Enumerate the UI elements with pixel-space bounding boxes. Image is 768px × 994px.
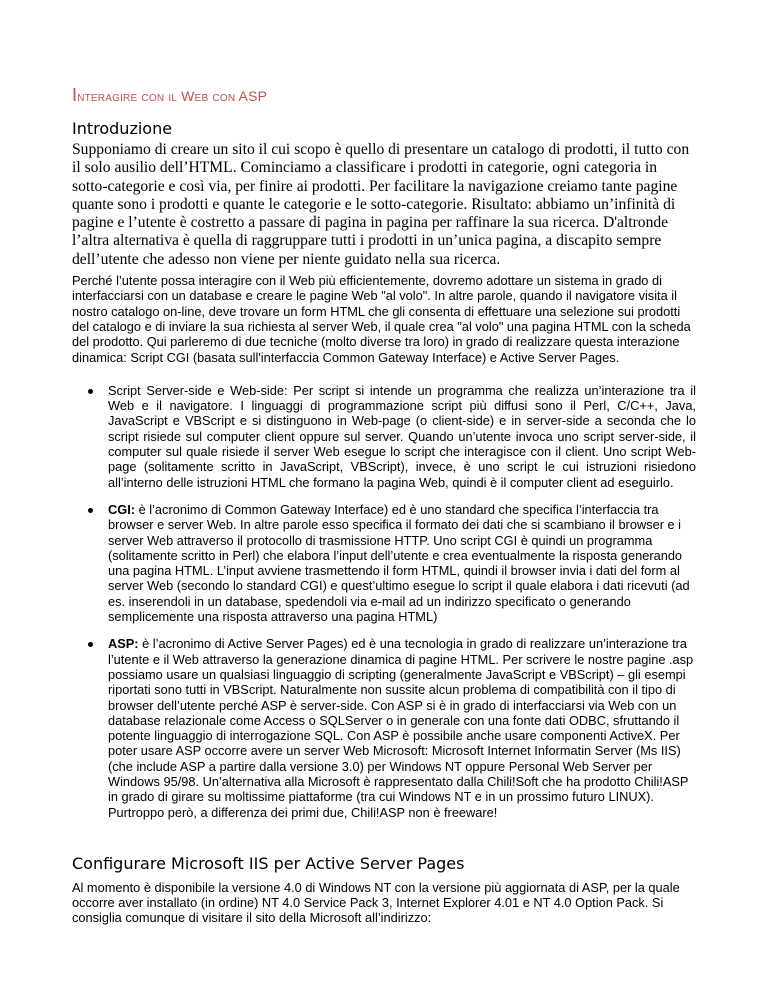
intro-heading: Introduzione: [72, 119, 173, 138]
bullet-term: ASP:: [108, 636, 139, 652]
intro-serif-paragraph: Supponiamo di creare un sito il cui scopo è quello di presentare un catalogo di prodotti, il tutto con il solo ausilio dell’HTML. Cominciamo a classificare i prodotti in categorie, ogni categoria in sotto-categorie e così via, per finire ai prodotti. Per facilitare la navigazione creiamo tante pagine quante sono i prodotti e quante le categorie e le sotto-categorie. Risultato: abbiamo un’infinità di pagine e l’utente è costretto a passare di pagina in pagina per raffinare la sua ricerca. D'altronde l’altra alternativa è quella di raggruppare tutti i prodotti in un’unica pagina, a discapito sempre dell’utente che adesso non viene per niente guidato nella sua ricerca.: [72, 141, 690, 268]
section-paragraph: Al momento è disponibile la versione 4.0 di Windows NT con la versione più aggiornata di ASP, per la quale occorre aver installato (in ordine) NT 4.0 Service Pack 3, Internet Explorer 4.01 e NT 4.0 Option Pack. Si consiglia comunque di visitare il sito della Microsoft all’indirizzo:: [72, 879, 680, 926]
bullet-icon: [88, 508, 93, 513]
bullet-text: Script Server-side e Web-side: Per script si intende un programma che realizza un’interazione tra il Web e il navigatore. I linguaggi di programmazione script più diffusi sono il Perl, C/C++, Java, JavaScript e VBScript e si distinguono in Web-page (o client-side) e in server-side a seconda che lo script risiede sul computer client oppure sul server. Quando un’utente invoca uno script server-side, il computer sul quale risiede il server Web esegue lo script che interagisce con il client. Uno script Web-page (solitamente scritto in JavaScript, VBScript), invece, è uno script le cui istruzioni risiedono all’interno delle istruzioni HTML che formano la pagina Web, quindi è il computer client ad eseguirlo.: [108, 382, 696, 490]
section-heading: Configurare Microsoft IIS per Active Server Pages: [72, 853, 465, 873]
bullet-term: CGI:: [108, 501, 136, 517]
title-rest: nteragire con il Web con ASP: [77, 88, 268, 104]
bullet-text: è l’acronimo di Common Gateway Interface) ed è uno standard che specifica l’interfaccia tra browser e server Web. In altre parole esso specifica il formato dei dati che si scambiano il browser e i server Web attraverso il protocollo di trasmissione HTTP. Uno script CGI è quindi un programma (solitamente scritto in Perl) che elabora l’input dell’utente e crea eventualmente la risposta generando una pagina HTML. L’input avviene trasmettendo il form HTML, quindi il browser invia i dati del form al server Web (secondo lo standard CGI) e quest’ultimo esegue lo script il quale elabora i dati ricevuti (ad es. inserendoli in un database, spedendoli via e-mail ad un indirizzo specificato o generando semplicemente una risposta attraverso una pagina HTML): [108, 501, 690, 625]
list-item: [72, 502, 696, 624]
list-item: [72, 636, 696, 820]
title-initial: I: [72, 85, 78, 105]
list-item: [72, 383, 696, 490]
document-page: [72, 86, 696, 944]
intro-sans-paragraph: Perché l’utente possa interagire con il Web più efficientemente, dovremo adottare un sistema in grado di interfacciarsi con un database e creare le pagine Web "al volo". In altre parole, quando il navigatore visita il nostro catalogo on-line, deve trovare un form HTML che gli consenta di effettuare una selezione sui prodotti del catalogo e di inviare la sua richiesta al server Web, il quale crea "al volo" una pagina HTML con la scheda del prodotto. Qui parleremo di due tecniche (molto diverse tra loro) in grado di realizzare questa interazione dinamica: Script CGI (basata sull'interfaccia Common Gateway Interface) e Active Server Pages.: [72, 273, 691, 365]
document-title: [72, 86, 696, 105]
bullet-icon: [88, 642, 93, 647]
bullet-text: è l’acronimo di Active Server Pages) ed è una tecnologia in grado di realizzare un’interazione tra l’utente e il Web attraverso la generazione dinamica di pagine HTML. Per scrivere le nostre pagine .asp possiamo usare un qualsiasi linguaggio di scripting (generalmente JavaScript e VBScript) – gli esempi riportati sono tutti in VBScript. Naturalmente non sussite alcun problema di compatibilità con il tipo di browser dell’utente perché ASP è server-side. Con ASP si è in grado di interfacciarsi via Web con un database relazionale come Access o SQLServer o in generale con una fonte dati ODBC, sfruttando il potente linguaggio di interrogazione SQL. Con ASP è possibile anche usare componenti ActiveX. Per poter usare ASP occorre avere un server Web Microsoft: Microsoft Internet Informatin Server (Ms IIS) (che include ASP a partire dalla versione 3.0) per Windows NT oppure Personal Web Server per Windows 95/98. Un’alternativa alla Microsoft è rappresentato dalla Chili!Soft che ha prodotto Chili!ASP in grado di girare su moltissime piattaforme (tra cui Windows NT e in un prossimo futuro LINUX). Purtroppo però, a differenza dei primi due, Chili!ASP non è freeware!: [108, 636, 694, 820]
bullet-list: [72, 383, 696, 820]
bullet-icon: [88, 389, 93, 394]
